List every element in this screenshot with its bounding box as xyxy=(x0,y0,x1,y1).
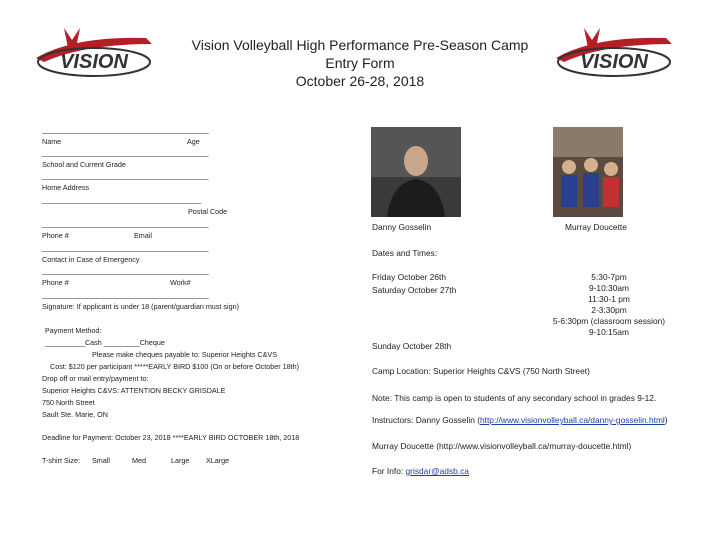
cheques-payable: Please make cheques payable to: Superior Heights C&VS xyxy=(92,350,277,359)
size-small[interactable]: Small xyxy=(92,456,110,465)
attention-text: Superior Heights C&VS: ATTENTION BECKY GRISDALE xyxy=(42,386,226,395)
signature-underline[interactable]: _____________________________________________ xyxy=(42,291,209,299)
time-5: 5-6:30pm (classroom session) xyxy=(552,316,666,326)
instructors-text xyxy=(372,415,672,426)
coach2-photo xyxy=(553,127,623,217)
info-line xyxy=(372,466,469,477)
name-underline[interactable]: _____________________________________________ xyxy=(42,126,209,134)
note-text: Note: This camp is open to students of any secondary school in grades 9-12. xyxy=(372,393,657,403)
instructors-prefix: Instructors: Danny Gosselin ( xyxy=(372,415,480,425)
city-text: Sault Ste. Marie, ON xyxy=(42,410,108,419)
address-underline[interactable]: _____________________________________________ xyxy=(42,172,209,180)
phone-label: Phone # xyxy=(42,231,69,240)
emergency-label: Contact in Case of Emergency xyxy=(42,255,140,264)
coach1-name: Danny Gosselin xyxy=(372,222,432,232)
time-4: 2-3:30pm xyxy=(591,305,627,315)
day-friday: Friday October 26th xyxy=(372,272,447,282)
vision-logo-right xyxy=(554,18,676,80)
name-label: Name xyxy=(42,137,62,146)
email-label: Email xyxy=(134,231,152,240)
dates-heading: Dates and Times: xyxy=(372,248,438,258)
signature-label: Signature: If applicant is under 18 (parent/guardian must sign) xyxy=(42,302,239,311)
vision-logo-left xyxy=(34,18,156,80)
work-label: Work# xyxy=(170,278,191,287)
page-title xyxy=(150,36,570,90)
time-2: 9-10:30am xyxy=(588,283,630,293)
phone-underline[interactable]: _____________________________________________ xyxy=(42,220,209,228)
logo-text-left: VISION xyxy=(60,51,128,73)
coach2-name: Murray Doucette xyxy=(565,222,627,232)
drop-off-text: Drop off or mail entry/payment to: xyxy=(42,374,149,383)
deadline-text: Deadline for Payment: October 23, 2018 ****EARLY BIRD OCTOBER 18th, 2018 xyxy=(42,433,300,442)
phone2-label: Phone # xyxy=(42,278,69,287)
size-large[interactable]: Large xyxy=(171,456,190,465)
title-line-1: Vision Volleyball High Performance Pre-Season Camp xyxy=(191,37,529,53)
address-label: Home Address xyxy=(42,183,90,192)
time-3: 11:30-1 pm xyxy=(588,294,630,304)
street-text: 750 North Street xyxy=(42,398,95,407)
day-saturday: Saturday October 27th xyxy=(372,285,457,295)
instructors-suffix: ) xyxy=(664,415,668,425)
tshirt-label: T-shirt Size: xyxy=(42,456,80,465)
info-prefix: For Info: xyxy=(372,466,406,476)
postal-underline[interactable]: ___________________________________________ xyxy=(42,196,201,204)
cost-text: Cost: $120 per participant *****EARLY BIRD $100 (On or before October 18th) xyxy=(50,362,300,371)
time-1: 5:30-7pm xyxy=(591,272,627,282)
payment-method: Payment Method: xyxy=(45,326,102,335)
size-xlarge[interactable]: XLarge xyxy=(206,456,230,465)
murray-text: Murray Doucette (http://www.visionvolleyball.ca/murray-doucette.html) xyxy=(372,441,632,451)
day-sunday: Sunday October 28th xyxy=(372,341,452,351)
age-label: Age xyxy=(187,137,200,146)
logo-text-right: VISION xyxy=(580,51,648,73)
danny-link[interactable]: http://www.visionvolleyball.ca/danny-gosselin.html xyxy=(479,415,665,425)
emergency-underline[interactable]: _____________________________________________ xyxy=(42,244,209,252)
school-label: School and Current Grade xyxy=(42,160,126,169)
size-med[interactable]: Med xyxy=(132,456,146,465)
school-underline[interactable]: _____________________________________________ xyxy=(42,149,209,157)
coach1-photo xyxy=(371,127,461,217)
times-list xyxy=(534,272,684,338)
title-line-2: Entry Form xyxy=(325,55,395,71)
cash-cheque[interactable]: __________Cash _________Cheque xyxy=(45,338,165,347)
time-6: 9-10:15am xyxy=(588,327,630,337)
postal-label: Postal Code xyxy=(188,207,228,216)
title-line-3: October 26-28, 2018 xyxy=(295,73,425,89)
phone2-underline[interactable]: _____________________________________________ xyxy=(42,267,209,275)
camp-location: Camp Location: Superior Heights C&VS (750 North Street) xyxy=(372,366,590,376)
info-email-link[interactable]: grisdar@adsb.ca xyxy=(405,466,469,476)
